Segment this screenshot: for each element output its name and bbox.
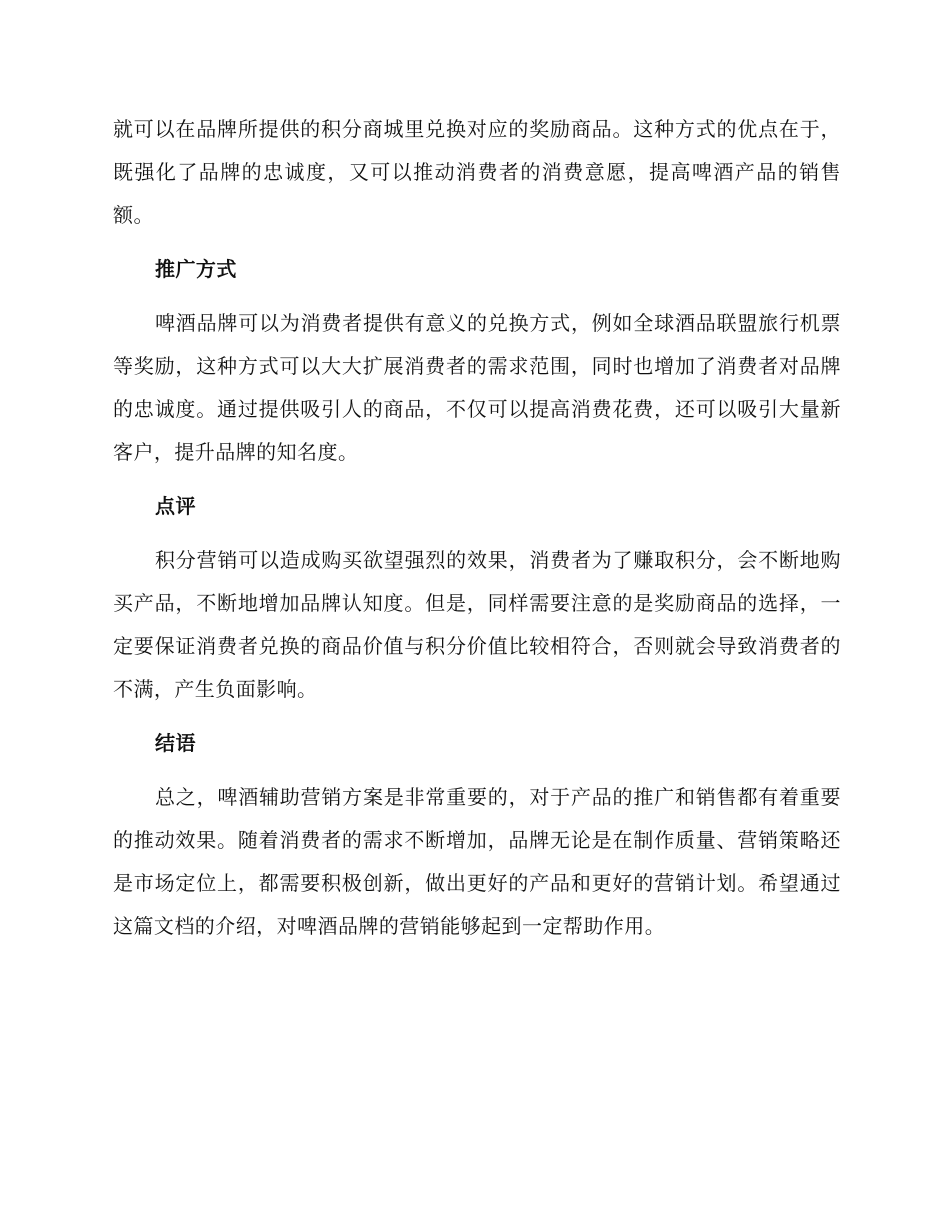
section-heading-conclusion: 结语 [155,731,196,755]
section-body-conclusion: 总之，啤酒辅助营销方案是非常重要的，对于产品的推广和销售都有着重要的推动效果。随着消费者的需求不断增加，品牌无论是在制作质量、营销策略还是市场定位上，都需要积极创新，做出更好的产品和更好的营销计划。希望通过这篇文档的介绍，对啤酒品牌的营销能够起到一定帮助作用。 [113,785,841,938]
section-body-review: 积分营销可以造成购买欲望强烈的效果，消费者为了赚取积分，会不断地购买产品，不断地增加品牌认知度。但是，同样需要注意的是奖励商品的选择，一定要保证消费者兑换的商品价值与积分价值比较相符合，否则就会导致消费者的不满，产生负面影响。 [113,548,841,701]
section-heading-review: 点评 [155,494,196,518]
section-body-promotion: 啤酒品牌可以为消费者提供有意义的兑换方式，例如全球酒品联盟旅行机票等奖励，这种方式可以大大扩展消费者的需求范围，同时也增加了消费者对品牌的忠诚度。通过提供吸引人的商品，不仅可以提高消费花费，还可以吸引大量新客户，提升品牌的知名度。 [113,311,841,464]
document-content [113,108,841,948]
intro-paragraph: 就可以在品牌所提供的积分商城里兑换对应的奖励商品。这种方式的优点在于，既强化了品牌的忠诚度，又可以推动消费者的消费意愿，提高啤酒产品的销售额。 [113,117,841,227]
section-heading-promotion: 推广方式 [155,257,237,281]
